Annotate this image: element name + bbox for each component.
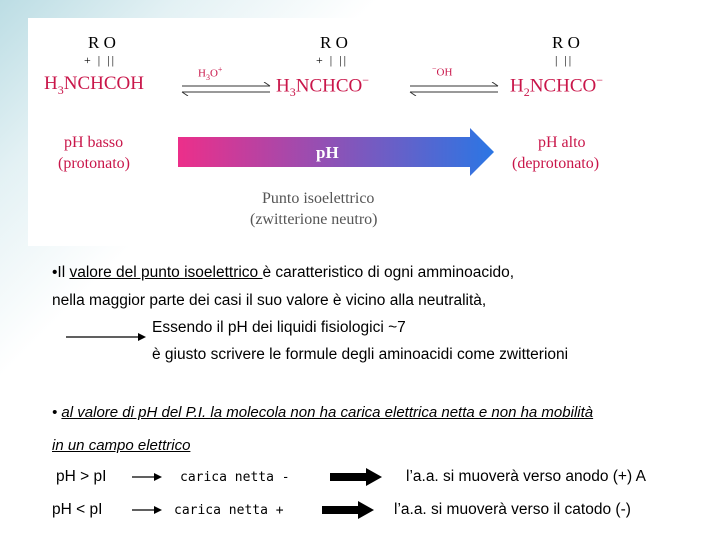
left-structure-substituents: R O (88, 33, 116, 52)
paragraph-physiological-ph: Essendo il pH dei liquidi fisiologici ~7 (152, 319, 406, 336)
base-reagent-label: −OH (432, 64, 453, 79)
paragraph-zwitterion: è giusto scrivere le formule degli aminoacidi come zwitterioni (152, 346, 569, 363)
equilibrium-arrow-right (406, 82, 502, 96)
arrow-small-1 (132, 471, 162, 483)
condition-ph-greater: pH > pI (56, 468, 107, 485)
middle-structure-bonds: + | || (316, 53, 348, 67)
bullet: •Il (52, 264, 70, 281)
arrow-bold-1 (330, 468, 382, 486)
charge-negative: carica netta - (180, 470, 290, 485)
result-cathode: l’a.a. si muoverà verso il catodo (-) (394, 501, 631, 518)
ph-low-label: pH basso (64, 134, 124, 151)
middle-structure-formula: $H_3NCHCO^-$ (276, 73, 370, 100)
paragraph-isoelectric-definition (52, 264, 514, 282)
paragraph-neutrality: nella maggior parte dei casi il suo valore è vicino alla neutralità, (52, 292, 487, 309)
condition-ph-less: pH < pI (52, 501, 103, 518)
paragraph-electric-field: in un campo elettrico (52, 437, 191, 454)
paragraph-text: è caratteristico di ogni amminoacido, (262, 264, 515, 281)
right-structure-formula: $H_2NCHCO^-$ (510, 73, 604, 100)
equilibrium-arrow-left (178, 82, 274, 96)
bullet: • (52, 404, 62, 421)
right-structure-substituents: R O (552, 33, 580, 52)
implication-arrow (66, 331, 146, 343)
underlined-term: valore del punto isoelettrico (69, 264, 263, 281)
right-structure-bonds: | || (555, 53, 574, 67)
acid-reagent-label: $H_3O^+$ (198, 65, 223, 82)
left-structure-formula: $H_3NCHCOH$ (44, 73, 144, 97)
paragraph-text: al valore di pH del P.I. la molecola non ha carica elettrica netta e non ha mobilità (61, 404, 594, 421)
ph-bar-label: pH (316, 143, 339, 162)
paragraph-no-net-charge (52, 404, 593, 421)
ph-low-sublabel: (protonato) (58, 155, 130, 172)
isoelectric-point-label: Punto isoelettrico (262, 190, 375, 207)
result-anode: l’a.a. si muoverà verso anodo (+) A (406, 468, 646, 485)
left-structure-bonds: + | || (84, 53, 116, 67)
isoelectric-point-sublabel: (zwitterione neutro) (250, 211, 378, 228)
amino-acid-ionization-figure (28, 18, 640, 246)
ph-high-sublabel: (deprotonato) (512, 155, 600, 172)
ph-high-label: pH alto (538, 134, 586, 151)
arrow-bold-2 (322, 501, 374, 519)
charge-positive: carica netta + (174, 503, 284, 518)
arrow-small-2 (132, 504, 162, 516)
middle-structure-substituents: R O (320, 33, 348, 52)
